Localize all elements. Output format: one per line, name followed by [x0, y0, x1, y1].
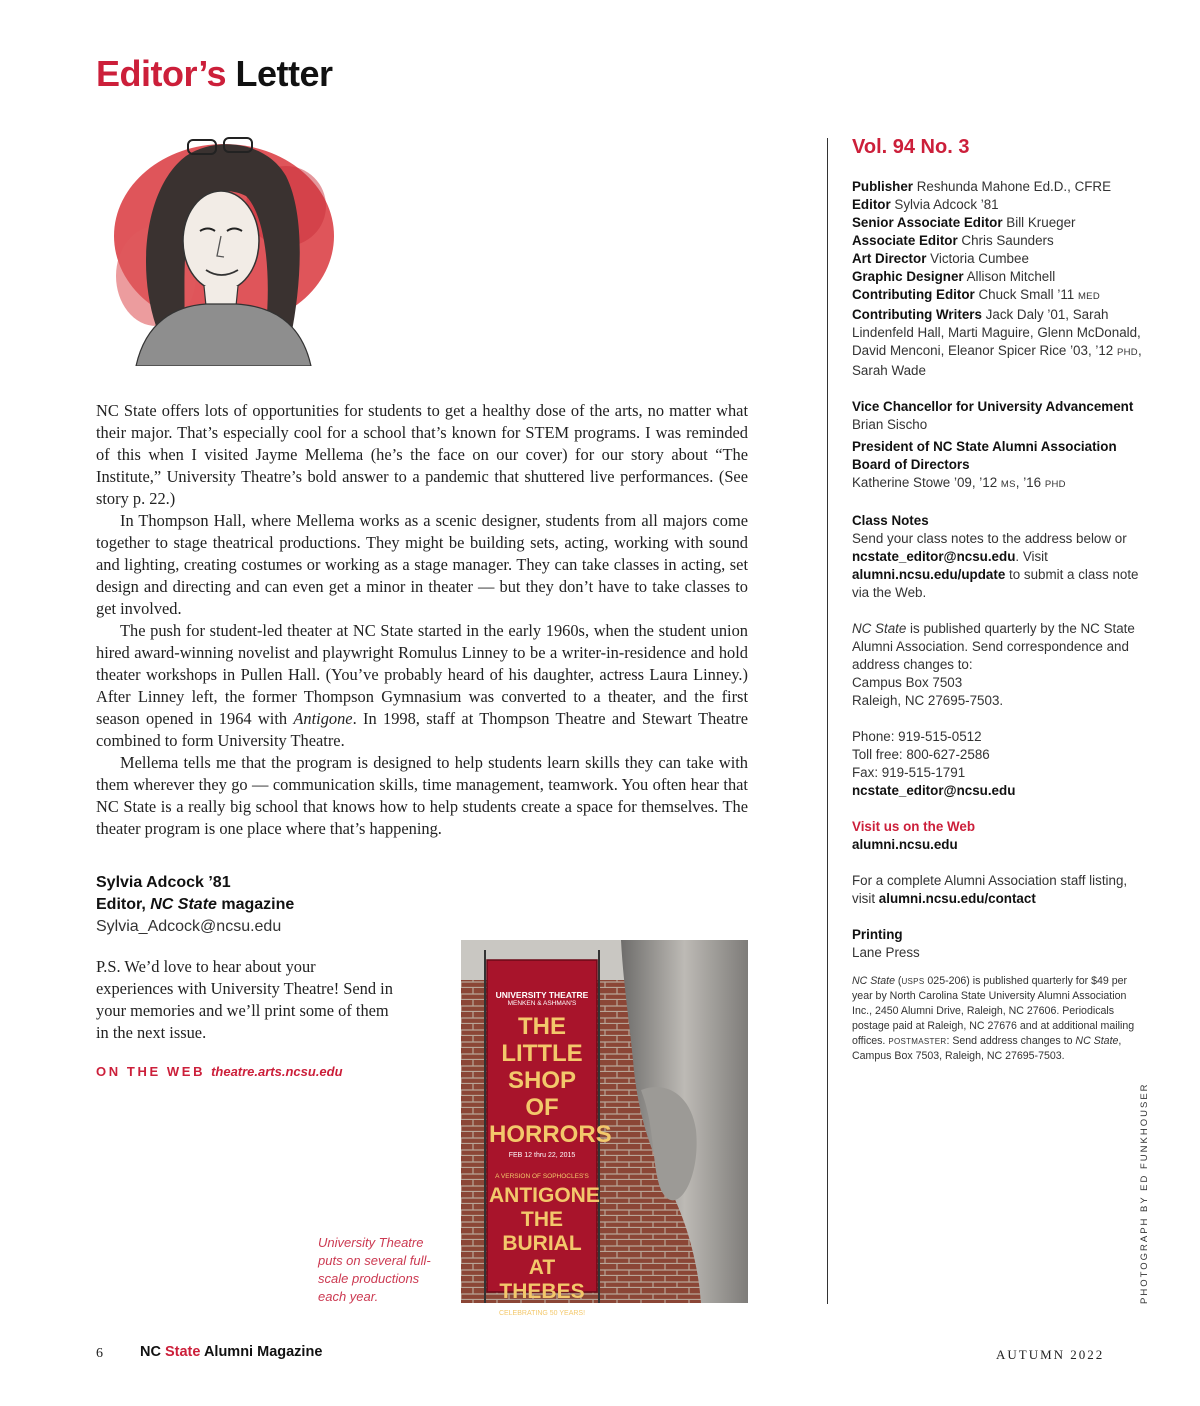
- publication-span: is published quarterly by the NC State Alumni Association. Send correspondence and address changes to:: [852, 621, 1135, 672]
- staff-name: Sylvia Adcock ’81: [894, 197, 999, 212]
- leader-role: President of NC State Alumni Association Board of Directors: [852, 439, 1117, 472]
- staff-row: [852, 232, 1142, 250]
- staff-name: Allison Mitchell: [966, 269, 1056, 284]
- staff-name: Chuck Small ’11: [978, 287, 1075, 302]
- page-title: [96, 52, 333, 96]
- banner-sub: MENKEN & ASHMAN'S: [507, 1000, 577, 1007]
- body-paragraph: [96, 620, 748, 752]
- banner-version: A VERSION OF SOPHOCLES'S: [495, 1173, 589, 1180]
- contact-email-link[interactable]: ncstate_editor@ncsu.edu: [852, 783, 1016, 798]
- staff-name: , Sarah Wade: [852, 343, 1142, 378]
- staff-name: Jack Daly ’01, Sarah Lindenfeld Hall, Marti Maguire, Glenn McDonald, David Menconi, Eleanor Spicer Rice ’03, ’12: [852, 307, 1141, 358]
- leader-name: Brian Sischo: [852, 417, 928, 432]
- class-notes-span: to submit a class note via the Web.: [852, 567, 1139, 600]
- signature-role: [96, 894, 436, 916]
- toll-free-phone: Toll free: 800-627-2586: [852, 747, 990, 762]
- signature-block: [96, 872, 436, 938]
- usps-label: USPS: [901, 977, 925, 986]
- photo-credit-text: PHOTOGRAPH BY ED FUNKHOUSER: [1139, 1082, 1150, 1304]
- staff-row: [852, 196, 1142, 214]
- address-line: Raleigh, NC 27695-7503.: [852, 693, 1004, 708]
- class-notes-title: Class Notes: [852, 513, 929, 528]
- staff-row: [852, 250, 1142, 268]
- volume-number: Vol. 94 No. 3: [852, 136, 970, 158]
- theatre-url-link[interactable]: theatre.arts.ncsu.edu: [211, 1064, 343, 1079]
- sidebar-divider: [827, 138, 828, 1304]
- title-black-word: Letter: [235, 53, 333, 94]
- photo-credit: [1138, 1082, 1152, 1304]
- staff-role: Senior Associate Editor: [852, 215, 1003, 230]
- web-info: [852, 818, 1142, 854]
- footer-magazine-name: [140, 1344, 322, 1360]
- role-magazine-name: NC State: [150, 896, 217, 913]
- staff-role: Contributing Writers: [852, 307, 982, 322]
- staff-role: Art Director: [852, 251, 927, 266]
- fine-print: NC State (USPS 025-206) is published quarterly for $49 per year by North Carolina State University Alumni Association Inc., 2450 Alumni Drive, Raleigh, NC 27606. Periodicals postage paid at Raleigh, NC 27676 and at additional mailing offices. POSTMASTER: Send address changes to NC State, Campus Box 7503, Raleigh, NC 27695-7503.: [852, 975, 1135, 1062]
- class-notes: [852, 512, 1142, 602]
- board-president: [852, 438, 1142, 494]
- staff-name: Victoria Cumbee: [930, 251, 1029, 266]
- page-number: 6: [96, 1346, 103, 1361]
- on-the-web-link[interactable]: [96, 1064, 343, 1079]
- banner-celebrating: CELEBRATING 50 YEARS!: [498, 1310, 586, 1317]
- footer-state: State: [164, 1344, 201, 1360]
- staff-row: [852, 178, 1142, 196]
- signature-name: Sylvia Adcock ’81: [96, 874, 231, 891]
- address-line: Campus Box 7503: [852, 675, 963, 690]
- banner-dates1: FEB 12 thru 22, 2015: [508, 1152, 576, 1159]
- staff-list: [852, 178, 1142, 380]
- signature-email-link[interactable]: Sylvia_Adcock@ncsu.edu: [96, 918, 282, 935]
- publication-text: [852, 620, 1142, 674]
- footer-nc: NC: [140, 1344, 161, 1360]
- visit-web-label: Visit us on the Web: [852, 819, 976, 834]
- staff-row: [852, 286, 1142, 306]
- staff-name: Chris Saunders: [961, 233, 1054, 248]
- body-paragraph: NC State offers lots of opportunities for students to get a healthy dose of the arts, no matter what their major. That’s especially cool for a school that’s known for STEM programs. I was reminded of this when I visited Jayme Mellema (he’s the face on our cover) for our story about “The Institute,” University Theatre’s bold answer to a pandemic that shuttered live performances. (See story p. 22.): [96, 401, 748, 508]
- staff-role: Associate Editor: [852, 233, 958, 248]
- play-title: Antigone: [293, 709, 353, 728]
- body-paragraph: Mellema tells me that the program is designed to help students learn skills they can take with them wherever they go — communication skills, time management, teamwork. You often hear that NC State is a really big school that knows how to help students create a space for themselves. The theater program is one place where that’s happening.: [96, 753, 748, 838]
- alumni-site-link[interactable]: alumni.ncsu.edu: [852, 837, 958, 852]
- staff-listing-link[interactable]: alumni.ncsu.edu/contact: [878, 891, 1036, 906]
- on-the-web-label: ON THE WEB: [96, 1064, 206, 1079]
- letter-body: [96, 400, 748, 840]
- staff-name: Bill Krueger: [1006, 215, 1076, 230]
- footer-issue-date: AUTUMN 2022: [996, 1347, 1105, 1362]
- staff-role: Contributing Editor: [852, 287, 975, 302]
- title-red-word: Editor’s: [96, 53, 227, 94]
- postmaster-label: POSTMASTER: [888, 1037, 947, 1046]
- fax: Fax: 919-515-1791: [852, 765, 966, 780]
- staff-row: [852, 214, 1142, 232]
- fine-print-span: 025-206) is published quarterly for $49 per year by North Carolina State University Alumni Association Inc., 2450 Alumni Drive, Raleigh, NC 27606. Periodicals postage paid at Raleigh, NC 27676 and at additional mailing offices.: [852, 975, 1135, 1047]
- class-notes-update-link[interactable]: alumni.ncsu.edu/update: [852, 567, 1006, 582]
- printing: [852, 926, 1142, 962]
- staff-row: [852, 268, 1142, 286]
- leader-role: Vice Chancellor for University Advancement: [852, 399, 1134, 414]
- staff-role: Graphic Designer: [852, 269, 964, 284]
- class-notes-email-link[interactable]: ncstate_editor@ncsu.edu: [852, 549, 1016, 564]
- class-notes-text: [852, 530, 1142, 602]
- magazine-name: NC State: [852, 975, 895, 987]
- printer-name: Lane Press: [852, 945, 920, 960]
- contact-info: [852, 728, 1142, 800]
- staff-role: Editor: [852, 197, 891, 212]
- body-text-span: The push for student-led theater at NC State started in the early 1960s, when the student union hired award-winning novelist and playwright Romulus Linney to be a writer-in-residence and hold theater workshops in Pullen Hall. (You’ve probably heard of his daughter, actress Laura Linney.) After Linney left, the former Thompson Gymnasium was converted to a theater, and the first season opened in 1964 with: [96, 621, 748, 728]
- phone: Phone: 919-515-0512: [852, 729, 982, 744]
- postscript: P.S. We’d love to hear about your experiences with University Theatre! Send in your memories and we’ll print some of them in the next issue.: [96, 957, 393, 1042]
- leader-name: Katherine Stowe ’09, ’12: [852, 475, 998, 490]
- degree-suffix: MED: [1077, 291, 1100, 302]
- role-prefix: Editor,: [96, 896, 151, 913]
- degree-suffix: MS: [1000, 479, 1016, 490]
- role-suffix: magazine: [216, 896, 295, 913]
- body-paragraph: In Thompson Hall, where Mellema works as a scenic designer, students from all majors come together to stage theatrical productions. They might be building sets, acting, working with sound and lighting, creating costumes or working as a stage manager. They can take classes in acting, set design and directing and can even get a minor in theater — but they don’t have to take classes to get involved.: [96, 511, 748, 618]
- staff-listing-text: For a complete Alumni Association staff listing, visit: [852, 873, 1128, 906]
- staff-name: Reshunda Mahone Ed.D., CFRE: [916, 179, 1112, 194]
- vice-chancellor: [852, 398, 1142, 434]
- printing-title: Printing: [852, 927, 903, 942]
- banner-show2: ANTIGONE THE BURIAL AT THEBES: [489, 1184, 600, 1303]
- banner-show1: THE LITTLE SHOP OF HORRORS: [489, 1013, 612, 1148]
- staff-row: [852, 306, 1142, 380]
- footer-alumni-magazine: Alumni Magazine: [203, 1344, 323, 1360]
- leader-name: , ’16: [1015, 475, 1042, 490]
- magazine-name: NC State: [1075, 1035, 1119, 1047]
- body-text-span: . In 1998, staff at Thompson Theatre and Stewart Theatre combined to form University Theatre.: [96, 709, 748, 750]
- fine-print-span: : Send address changes to: [946, 1035, 1076, 1047]
- masthead-sidebar: [852, 134, 1142, 1064]
- degree-suffix: PHD: [1044, 479, 1066, 490]
- fine-print-span: , Campus Box 7503, Raleigh, NC 27695-7503.: [852, 1035, 1122, 1062]
- class-notes-span: Send your class notes to the address below or: [852, 531, 1127, 546]
- staff-role: Publisher: [852, 179, 914, 194]
- degree-suffix: PHD: [1116, 347, 1138, 358]
- magazine-name: NC State: [852, 621, 907, 636]
- publication-info: [852, 620, 1142, 710]
- staff-listing: [852, 872, 1142, 908]
- class-notes-span: . Visit: [1015, 549, 1048, 564]
- photo-caption: University Theatre puts on several full-scale productions each year.: [318, 1235, 431, 1304]
- banner-text: [489, 970, 612, 1324]
- banner-top: UNIVERSITY THEATRE: [495, 990, 589, 1000]
- leadership: [852, 398, 1142, 494]
- banner-dates2: MAR 27 thru APR 19, 2015: [499, 1317, 585, 1324]
- editor-portrait-illustration: [96, 126, 336, 366]
